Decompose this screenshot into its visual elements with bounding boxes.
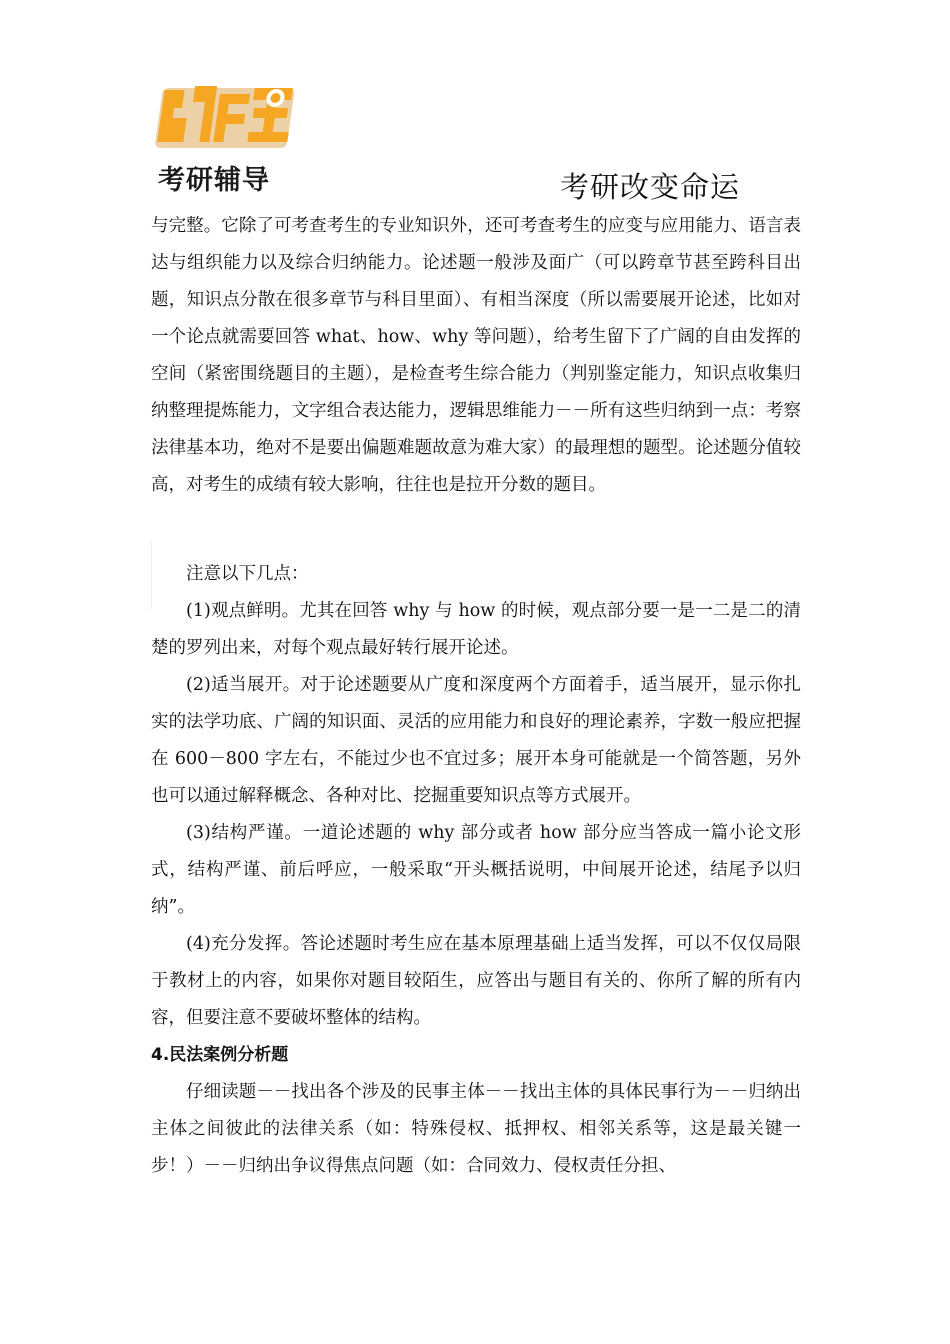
brand-logo xyxy=(150,80,300,195)
point-paragraph: (2)适当展开。对于论述题要从广度和深度两个方面着手，适当展开，显示你扎实的法学功底、广阔的知识面、灵活的应用能力和良好的理论素养，字数一般应把握在 600－800 字左右，不能过少也不宜过多；展开本身可能就是一个简答题，另外也可以通过解释概念、各种对比、挖掘重要知识点等方式展开。 xyxy=(151,675,801,806)
point-paragraph: (4)充分发挥。答论述题时考生应在基本原理基础上适当发挥，可以不仅仅局限于教材上的内容，如果你对题目较陌生，应答出与题目有关的、你所了解的所有内容，但要注意不要破坏整体的结构。 xyxy=(151,934,801,1028)
intro-paragraph: 与完整。它除了可考查考生的专业知识外，还可考查考生的应变与应用能力、语言表达与组织能力以及综合归纳能力。论述题一般涉及面广（可以跨章节甚至跨科目出题，知识点分散在很多章节与科目里面）、有相当深度（所以需要展开论述，比如对一个论点就需要回答 what、how、why 等问题），给考生留下了广阔的自由发挥的空间（紧密围绕题目的主题），是检查考生综合能力（判别鉴定能力，知识点收集归纳整理提炼能力，文字组合表达能力，逻辑思维能力－－所有这些归纳到一点：考察法律基本功，绝对不是要出偏题难题故意为难大家）的最理想的题型。论述题分值较高，对考生的成绩有较大影响，往往也是拉开分数的题目。 xyxy=(151,216,801,495)
logo-subtitle: 考研辅导 xyxy=(158,165,270,196)
section-heading: 4.民法案例分析题 xyxy=(151,1045,289,1065)
document-body xyxy=(151,208,801,1185)
note-title: 注意以下几点： xyxy=(186,564,309,584)
section-paragraph: 仔细读题－－找出各个涉及的民事主体－－找出主体的具体民事行为－－归纳出主体之间彼此的法律关系（如：特殊侵权、抵押权、相邻关系等，这是最关键一步！）－－归纳出争议得焦点问题（如：合同效力、侵权责任分担、 xyxy=(151,1082,801,1176)
kaichen-logo-icon xyxy=(152,80,300,158)
point-paragraph: (3)结构严谨。一道论述题的 why 部分或者 how 部分应当答成一篇小论文形式，结构严谨、前后呼应，一般采取“开头概括说明，中间展开论述，结尾予以归纳”。 xyxy=(151,823,801,917)
header-slogan: 考研改变命运 xyxy=(560,170,741,204)
point-paragraph: (1)观点鲜明。尤其在回答 why 与 how 的时候，观点部分要一是一二是二的清楚的罗列出来，对每个观点最好转行展开论述。 xyxy=(151,601,801,658)
paragraph-gap xyxy=(151,504,801,556)
